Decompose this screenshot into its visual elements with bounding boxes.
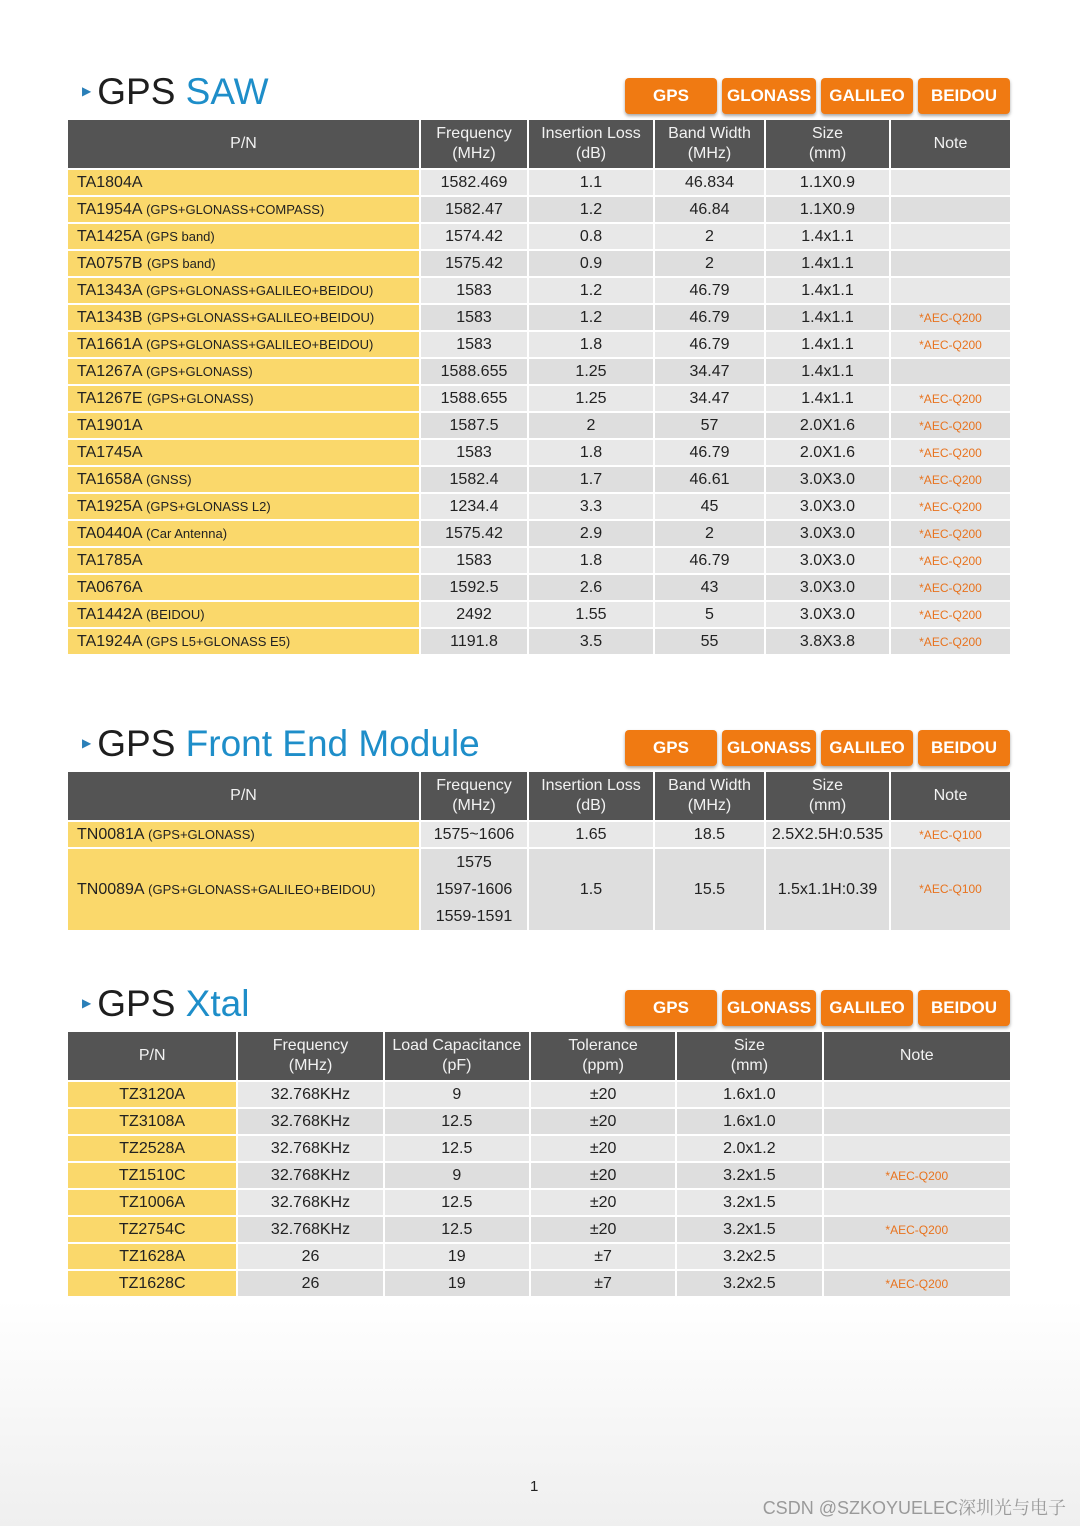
table-row [68,224,1010,249]
insertion-loss-cell: 1.2 [529,197,653,222]
bandwidth-cell: 18.5 [655,822,764,847]
part-number-cell: TZ1006A [68,1190,236,1215]
size-cell: 1.4x1.1 [766,332,889,357]
part-number-cell: TZ2528A [68,1136,236,1161]
part-description: (GPS+GLONASS) [148,826,255,842]
note-cell: *AEC-Q200 [824,1271,1010,1296]
frequency-cell: 1588.655 [421,386,527,411]
gps-saw-section [68,70,1010,656]
size-cell: 3.0X3.0 [766,467,889,492]
column-header: Band Width (MHz) [655,772,764,820]
table-row [68,278,1010,303]
part-number-cell: TZ3120A [68,1082,236,1107]
note-cell: *AEC-Q200 [824,1163,1010,1188]
part-description: (GPS+GLONASS+GALILEO+BEIDOU) [146,336,374,352]
table-row [68,251,1010,276]
insertion-loss-cell: 2.6 [529,575,653,600]
column-header: Note [891,120,1010,168]
column-header: Frequency (MHz) [421,120,527,168]
frequency-cell: 26 [238,1244,382,1269]
part-description: (GPS+GLONASS) [146,390,254,406]
part-description: (GPS+GLONASS+GALILEO+BEIDOU) [146,309,375,325]
insertion-loss-cell: 1.7 [529,467,653,492]
frequency-cell: 1575.42 [421,521,527,546]
size-cell: 1.6x1.0 [677,1082,821,1107]
note-cell: *AEC-Q200 [891,332,1010,357]
title-prefix: GPS [97,722,176,764]
frequency-cell: 32.768KHz [238,1190,382,1215]
column-header: Note [891,772,1010,820]
table-row [68,1082,1010,1107]
tolerance-cell: ±20 [531,1109,675,1134]
part-number-cell: TZ1510C [68,1163,236,1188]
load-capacitance-cell: 12.5 [385,1217,529,1242]
size-cell: 3.8X3.8 [766,629,889,654]
size-cell: 1.4x1.1 [766,386,889,411]
table-row [68,197,1010,222]
frequency-cell: 32.768KHz [238,1163,382,1188]
frequency-cell: 2492 [421,602,527,627]
bandwidth-cell: 46.834 [655,170,764,195]
section-title [82,984,249,1026]
part-number-cell [68,440,419,465]
part-number-cell [68,170,419,195]
frequency-cell: 26 [238,1271,382,1296]
frequency-cell: 1588.655 [421,359,527,384]
part-number: TA1785A [77,551,143,569]
frequency-value: 1575~1606 [433,825,515,843]
note-cell: *AEC-Q200 [891,305,1010,330]
part-number: TA0757B [77,254,143,272]
frequency-cell: 1234.4 [421,494,527,519]
bandwidth-cell: 45 [655,494,764,519]
part-number: TA1804A [77,173,143,191]
tolerance-cell: ±20 [531,1190,675,1215]
table-row [68,575,1010,600]
frequency-cell: 1574.42 [421,224,527,249]
note-cell [824,1244,1010,1269]
size-cell: 1.1X0.9 [766,197,889,222]
column-header: Size (mm) [766,772,889,820]
size-cell: 1.4x1.1 [766,278,889,303]
size-cell: 3.2x2.5 [677,1244,821,1269]
load-capacitance-cell: 12.5 [385,1136,529,1161]
part-number-cell [68,386,419,411]
part-number-cell [68,278,419,303]
size-cell: 1.1X0.9 [766,170,889,195]
bandwidth-cell: 46.79 [655,440,764,465]
triangle-bullet-icon: ▶ [82,84,92,98]
part-description: (GPS+GLONASS) [146,363,253,379]
note-cell: *AEC-Q100 [891,849,1010,930]
part-description: (GPS+GLONASS L2) [146,498,271,514]
table-row [68,359,1010,384]
part-number-cell [68,548,419,573]
note-cell: *AEC-Q200 [891,440,1010,465]
table-row [68,602,1010,627]
part-number-cell [68,197,419,222]
page-number: 1 [530,1478,539,1495]
frequency-cell: 1587.5 [421,413,527,438]
table-row [68,548,1010,573]
size-cell: 3.2x1.5 [677,1163,821,1188]
column-header: Size (mm) [766,120,889,168]
table-row [68,170,1010,195]
bandwidth-cell: 46.79 [655,548,764,573]
part-number: TA1954A [77,200,142,218]
note-cell [891,197,1010,222]
title-accent: SAW [185,70,269,112]
part-number-cell: TZ1628A [68,1244,236,1269]
table-row [68,305,1010,330]
table-row [68,1244,1010,1269]
part-number: TA1425A [77,227,142,245]
frequency-cell: 32.768KHz [238,1109,382,1134]
part-number: TA1661A [77,335,142,353]
part-number: TA1925A [77,497,142,515]
load-capacitance-cell: 19 [385,1271,529,1296]
column-header: Size (mm) [677,1032,821,1080]
size-cell: 2.5X2.5H:0.535 [766,822,889,847]
part-number-cell: TZ3108A [68,1109,236,1134]
frequency-cell [421,849,527,930]
insertion-loss-cell: 2 [529,413,653,438]
part-description: (BEIDOU) [146,606,205,622]
table-row [68,413,1010,438]
frequency-cell: 1582.47 [421,197,527,222]
bandwidth-cell: 5 [655,602,764,627]
badge-gps: GPS [625,730,717,766]
saw-table [66,118,1012,656]
part-number-cell [68,849,419,930]
part-number-cell [68,467,419,492]
tolerance-cell: ±7 [531,1244,675,1269]
part-number: TA1924A [77,632,142,650]
load-capacitance-cell: 9 [385,1082,529,1107]
insertion-loss-cell: 1.2 [529,278,653,303]
column-header: Insertion Loss (dB) [529,772,653,820]
frequency-value: 1575 [456,854,492,871]
frequency-cell: 1575.42 [421,251,527,276]
part-number-cell [68,224,419,249]
note-cell [824,1082,1010,1107]
note-cell: *AEC-Q200 [891,467,1010,492]
load-capacitance-cell: 12.5 [385,1190,529,1215]
frequency-cell: 1583 [421,278,527,303]
frequency-cell: 1582.469 [421,170,527,195]
size-cell: 3.0X3.0 [766,494,889,519]
insertion-loss-cell: 1.8 [529,440,653,465]
note-cell: *AEC-Q200 [891,494,1010,519]
frequency-cell: 1583 [421,440,527,465]
note-cell: *AEC-Q100 [891,822,1010,847]
watermark: CSDN @SZKOYUELEC深圳光与电子 [762,1498,1066,1518]
insertion-loss-cell: 1.2 [529,305,653,330]
tolerance-cell: ±20 [531,1217,675,1242]
column-header: Band Width (MHz) [655,120,764,168]
part-number-cell [68,332,419,357]
column-header: Note [824,1032,1010,1080]
bandwidth-cell: 2 [655,224,764,249]
title-accent: Front End Module [185,722,480,764]
table-row [68,1190,1010,1215]
part-number-cell [68,251,419,276]
column-header: Frequency (MHz) [421,772,527,820]
part-description: (GPS band) [146,255,216,271]
note-cell: *AEC-Q200 [891,602,1010,627]
part-description: (GPS band) [146,228,215,244]
note-cell: *AEC-Q200 [891,548,1010,573]
tolerance-cell: ±20 [531,1082,675,1107]
bandwidth-cell: 34.47 [655,359,764,384]
badge-galileo: GALILEO [821,730,913,766]
part-number: TA1267E [77,389,143,407]
part-number: TA1745A [77,443,143,461]
bandwidth-cell: 2 [655,521,764,546]
frequency-value: 1559-1591 [435,908,513,925]
part-number: TN0089A [77,881,144,898]
badge-galileo: GALILEO [821,990,913,1026]
frequency-cell: 1582.4 [421,467,527,492]
triangle-bullet-icon: ▶ [82,996,92,1010]
bandwidth-cell: 46.79 [655,278,764,303]
frequency-cell: 1191.8 [421,629,527,654]
note-cell [891,224,1010,249]
badge-beidou: BEIDOU [918,990,1010,1026]
note-cell: *AEC-Q200 [891,386,1010,411]
section-header [68,982,1010,1030]
part-number: TA1343A [77,281,142,299]
part-number-cell [68,305,419,330]
part-number: TA0440A [77,524,142,542]
table-row [68,386,1010,411]
frequency-cell: 1583 [421,548,527,573]
table-row [68,1163,1010,1188]
frequency-cell [421,822,527,847]
note-cell [824,1109,1010,1134]
column-header: Insertion Loss (dB) [529,120,653,168]
xtal-table [66,1030,1012,1298]
note-cell: *AEC-Q200 [891,575,1010,600]
badge-glonass: GLONASS [722,730,816,766]
badge-gps: GPS [625,990,717,1026]
table-row [68,849,1010,930]
load-capacitance-cell: 19 [385,1244,529,1269]
gnss-badges [625,990,1010,1026]
tolerance-cell: ±7 [531,1271,675,1296]
frequency-cell: 32.768KHz [238,1217,382,1242]
note-cell: *AEC-Q200 [824,1217,1010,1242]
bandwidth-cell: 46.79 [655,305,764,330]
size-cell: 2.0x1.2 [677,1136,821,1161]
insertion-loss-cell: 1.25 [529,386,653,411]
bandwidth-cell: 46.79 [655,332,764,357]
insertion-loss-cell: 0.9 [529,251,653,276]
badge-galileo: GALILEO [821,78,913,114]
insertion-loss-cell: 2.9 [529,521,653,546]
bandwidth-cell: 34.47 [655,386,764,411]
size-cell: 2.0X1.6 [766,413,889,438]
part-number-cell [68,413,419,438]
section-title [82,72,269,114]
fem-table [66,770,1012,932]
table-row [68,467,1010,492]
insertion-loss-cell: 3.3 [529,494,653,519]
part-number-cell [68,822,419,847]
note-cell [891,278,1010,303]
size-cell: 1.6x1.0 [677,1109,821,1134]
frequency-cell: 32.768KHz [238,1082,382,1107]
frequency-cell: 32.768KHz [238,1136,382,1161]
title-prefix: GPS [97,70,176,112]
size-cell: 3.2x1.5 [677,1190,821,1215]
column-header: P/N [68,1032,236,1080]
section-header [68,70,1010,118]
table-row [68,440,1010,465]
part-number-cell [68,629,419,654]
insertion-loss-cell: 1.25 [529,359,653,384]
note-cell [824,1136,1010,1161]
part-number: TA1343B [77,308,143,326]
title-prefix: GPS [97,982,176,1024]
part-number-cell [68,521,419,546]
note-cell [824,1190,1010,1215]
part-description: (GNSS) [146,471,192,487]
part-number-cell [68,359,419,384]
bandwidth-cell: 15.5 [655,849,764,930]
load-capacitance-cell: 12.5 [385,1109,529,1134]
part-number-cell: TZ1628C [68,1271,236,1296]
part-number: TA1267A [77,362,142,380]
part-description: (GPS+GLONASS+GALILEO+BEIDOU) [146,282,374,298]
size-cell: 3.0X3.0 [766,548,889,573]
note-cell: *AEC-Q200 [891,521,1010,546]
part-description: (Car Antenna) [146,525,228,541]
tolerance-cell: ±20 [531,1163,675,1188]
section-header [68,722,1010,770]
insertion-loss-cell: 1.5 [529,849,653,930]
frequency-cell: 1592.5 [421,575,527,600]
column-header: Load Capacitance (pF) [385,1032,529,1080]
table-row [68,332,1010,357]
frequency-cell: 1583 [421,332,527,357]
part-number-cell: TZ2754C [68,1217,236,1242]
part-number: TN0081A [77,825,144,843]
insertion-loss-cell: 1.65 [529,822,653,847]
bandwidth-cell: 55 [655,629,764,654]
part-description: (GPS+GLONASS+COMPASS) [146,201,325,217]
badge-glonass: GLONASS [722,78,816,114]
part-description: (GPS L5+GLONASS E5) [146,633,291,649]
part-number-cell [68,602,419,627]
frequency-cell: 1583 [421,305,527,330]
column-header: Frequency (MHz) [238,1032,382,1080]
load-capacitance-cell: 9 [385,1163,529,1188]
bandwidth-cell: 2 [655,251,764,276]
table-row [68,1217,1010,1242]
part-number-cell [68,575,419,600]
insertion-loss-cell: 1.55 [529,602,653,627]
title-accent: Xtal [185,982,250,1024]
size-cell: 1.4x1.1 [766,305,889,330]
badge-gps: GPS [625,78,717,114]
size-cell: 1.4x1.1 [766,359,889,384]
insertion-loss-cell: 3.5 [529,629,653,654]
badge-beidou: BEIDOU [918,78,1010,114]
column-header: Tolerance (ppm) [531,1032,675,1080]
section-title [82,724,480,766]
note-cell: *AEC-Q200 [891,413,1010,438]
insertion-loss-cell: 0.8 [529,224,653,249]
size-cell: 1.5x1.1H:0.39 [766,849,889,930]
gps-fem-section [68,722,1010,932]
table-row [68,521,1010,546]
size-cell: 3.2x1.5 [677,1217,821,1242]
part-number: TA1442A [77,605,142,623]
tolerance-cell: ±20 [531,1136,675,1161]
note-cell: *AEC-Q200 [891,629,1010,654]
column-header: P/N [68,120,419,168]
size-cell: 3.0X3.0 [766,575,889,600]
gnss-badges [625,730,1010,766]
badge-beidou: BEIDOU [918,730,1010,766]
bandwidth-cell: 57 [655,413,764,438]
table-row [68,1271,1010,1296]
part-description: (GPS+GLONASS+GALILEO+BEIDOU) [148,882,376,897]
size-cell: 3.0X3.0 [766,602,889,627]
size-cell: 3.0X3.0 [766,521,889,546]
part-number: TA0676A [77,578,143,596]
part-number: TA1901A [77,416,143,434]
insertion-loss-cell: 1.1 [529,170,653,195]
column-header: P/N [68,772,419,820]
size-cell: 2.0X1.6 [766,440,889,465]
table-row [68,822,1010,847]
note-cell [891,359,1010,384]
size-cell: 1.4x1.1 [766,224,889,249]
triangle-bullet-icon: ▶ [82,736,92,750]
insertion-loss-cell: 1.8 [529,548,653,573]
part-number: TA1658A [77,470,142,488]
frequency-value: 1597-1606 [435,881,513,898]
bandwidth-cell: 46.84 [655,197,764,222]
part-number-cell [68,494,419,519]
size-cell: 3.2x2.5 [677,1271,821,1296]
bandwidth-cell: 46.61 [655,467,764,492]
table-row [68,1109,1010,1134]
gnss-badges [625,78,1010,114]
insertion-loss-cell: 1.8 [529,332,653,357]
size-cell: 1.4x1.1 [766,251,889,276]
table-row [68,1136,1010,1161]
table-row [68,629,1010,654]
table-row [68,494,1010,519]
badge-glonass: GLONASS [722,990,816,1026]
note-cell [891,170,1010,195]
bandwidth-cell: 43 [655,575,764,600]
gps-xtal-section [68,982,1010,1298]
note-cell [891,251,1010,276]
